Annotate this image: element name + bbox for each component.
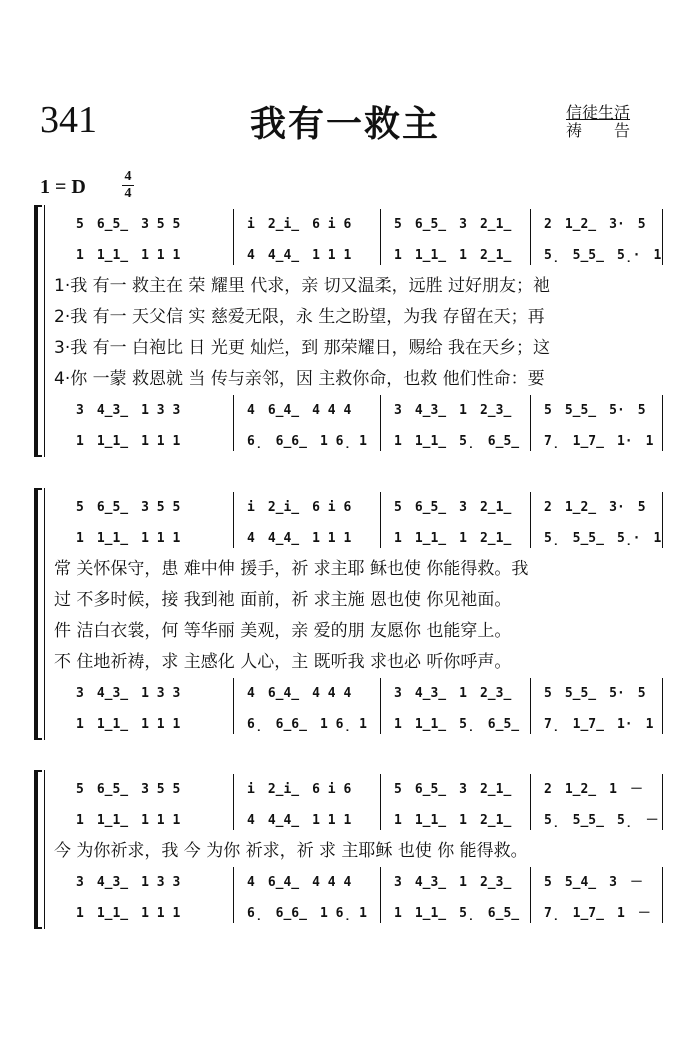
barline — [530, 774, 531, 830]
measure-notes: 5̣ 5̲5̲ 5̣· 1 — [544, 531, 662, 546]
measure-notes: 1 1̲1̲ 5̣ 6̲5̲ — [394, 906, 520, 921]
measure-notes: 5̣ 5̲5̲ 5̣· 1 — [544, 248, 662, 263]
measure-notes: 7̣ 1̲7̲ 1· 1 — [544, 434, 654, 449]
measure-notes: 1 1̲1̲ 1 1 1 — [76, 248, 181, 263]
measure-notes: 4 4̲4̲ 1 1 1 — [247, 531, 352, 546]
measure-notes: i 2̲i̲ 6 i 6 — [247, 217, 352, 232]
measure-notes: 1 1̲1̲ 1 2̲1̲ — [394, 531, 512, 546]
measure-notes: 5 5̲5̲ 5· 5 — [544, 686, 646, 701]
key-signature: 1 = D — [40, 176, 86, 198]
measure-notes: 4 6̲4̲ 4 4 4 — [247, 403, 352, 418]
measure-notes: 4 4̲4̲ 1 1 1 — [247, 813, 352, 828]
measure-notes: 1 1̲1̲ 1 1 1 — [76, 531, 181, 546]
measure-notes: 1 1̲1̲ 1 1 1 — [76, 906, 181, 921]
measure-notes: 6̣ 6̲6̲ 1 6̣ 1 — [247, 717, 367, 732]
measure-notes: i 2̲i̲ 6 i 6 — [247, 500, 352, 515]
barline — [233, 774, 234, 830]
measure-notes: 5 6̲5̲ 3 2̲1̲ — [394, 500, 512, 515]
measure-notes: 5 6̲5̲ 3 5 5 — [76, 500, 181, 515]
measure-notes: 1 1̲1̲ 1 1 1 — [76, 434, 181, 449]
barline — [530, 395, 531, 451]
barline — [233, 678, 234, 734]
measure-notes: 2 1̲2̲ 3· 5 — [544, 217, 646, 232]
barline — [380, 774, 381, 830]
barline — [233, 492, 234, 548]
time-signature — [122, 170, 134, 201]
measure-notes: 6̣ 6̲6̲ 1 6̣ 1 — [247, 906, 367, 921]
lyric-line: 1·我 有一 救主在 荣 耀里 代求，亲 切又温柔，远胜 过好朋友；祂 — [54, 276, 551, 296]
measure-notes: 5 5̲4̲ 3 － — [544, 875, 643, 890]
system-line — [44, 488, 45, 740]
measure-notes: 5 6̲5̲ 3 2̲1̲ — [394, 217, 512, 232]
barline — [662, 209, 663, 265]
measure-notes: 3 4̲3̲ 1 3 3 — [76, 875, 181, 890]
lyric-line: 过 不多时候，接 我到祂 面前，祈 求主施 恩也使 你见祂面。 — [54, 590, 512, 610]
time-signature-bottom: 4 — [124, 186, 132, 201]
measure-notes: 7̣ 1̲7̲ 1· 1 — [544, 717, 654, 732]
measure-notes: 1 1̲1̲ 1 2̲1̲ — [394, 813, 512, 828]
measure-notes: 6̣ 6̲6̲ 1 6̣ 1 — [247, 434, 367, 449]
category-line-2: 祷 告 — [566, 121, 631, 140]
barline — [233, 867, 234, 923]
barline — [662, 867, 663, 923]
barline — [530, 492, 531, 548]
barline — [662, 774, 663, 830]
measure-notes: 1 1̲1̲ 1 2̲1̲ — [394, 248, 512, 263]
hymn-category — [566, 104, 630, 140]
measure-notes: 2 1̲2̲ 3· 5 — [544, 500, 646, 515]
measure-notes: 1 1̲1̲ 1 1 1 — [76, 813, 181, 828]
measure-notes: 4 4̲4̲ 1 1 1 — [247, 248, 352, 263]
hymn-number: 341 — [40, 99, 97, 141]
hymn-title: 我有一救主 — [250, 104, 441, 145]
measure-notes: 1 1̲1̲ 5̣ 6̲5̲ — [394, 434, 520, 449]
lyric-line: 今 为你祈求，我 今 为你 祈求，祈 求 主耶稣 也使 你 能得救。 — [54, 841, 528, 861]
barline — [530, 678, 531, 734]
measure-notes: 4 6̲4̲ 4 4 4 — [247, 875, 352, 890]
barline — [380, 867, 381, 923]
barline — [380, 492, 381, 548]
lyric-line: 常 关怀保守，患 难中伸 援手，祈 求主耶 稣也使 你能得救。我 — [54, 559, 529, 579]
measure-notes: 5 6̲5̲ 3 5 5 — [76, 217, 181, 232]
time-signature-top: 4 — [124, 169, 132, 184]
measure-notes: 4 6̲4̲ 4 4 4 — [247, 686, 352, 701]
measure-notes: 3 4̲3̲ 1 3 3 — [76, 686, 181, 701]
barline — [662, 678, 663, 734]
barline — [530, 209, 531, 265]
barline — [662, 395, 663, 451]
lyric-line: 不 住地祈祷，求 主感化 人心，主 既听我 求也必 听你呼声。 — [54, 652, 512, 672]
measure-notes: 3 4̲3̲ 1 2̲3̲ — [394, 686, 512, 701]
measure-notes: 5̣ 5̲5̲ 5̣ － — [544, 813, 659, 828]
system-line — [44, 205, 45, 457]
measure-notes: 5 6̲5̲ 3 5 5 — [76, 782, 181, 797]
lyric-line: 件 洁白衣裳，何 等华丽 美观，亲 爱的朋 友愿你 也能穿上。 — [54, 621, 512, 641]
lyric-line: 4·你 一蒙 救恩就 当 传与亲邻，因 主救你命，也救 他们性命：要 — [54, 369, 545, 389]
barline — [233, 395, 234, 451]
system-line — [44, 770, 45, 929]
measure-notes: i 2̲i̲ 6 i 6 — [247, 782, 352, 797]
measure-notes: 3 4̲3̲ 1 3 3 — [76, 403, 181, 418]
lyric-line: 2·我 有一 天父信 实 慈爱无限，永 生之盼望，为我 存留在天；再 — [54, 307, 545, 327]
measure-notes: 1 1̲1̲ 5̣ 6̲5̲ — [394, 717, 520, 732]
barline — [233, 209, 234, 265]
barline — [662, 492, 663, 548]
barline — [380, 395, 381, 451]
barline — [380, 678, 381, 734]
measure-notes: 5 6̲5̲ 3 2̲1̲ — [394, 782, 512, 797]
measure-notes: 7̣ 1̲7̲ 1 － — [544, 906, 651, 921]
category-line-1: 信徒生活 — [566, 103, 631, 122]
measure-notes: 3 4̲3̲ 1 2̲3̲ — [394, 403, 512, 418]
measure-notes: 3 4̲3̲ 1 2̲3̲ — [394, 875, 512, 890]
measure-notes: 5 5̲5̲ 5· 5 — [544, 403, 646, 418]
barline — [530, 867, 531, 923]
lyric-line: 3·我 有一 白袍比 日 光更 灿烂，到 那荣耀日，赐给 我在天乡；这 — [54, 338, 551, 358]
barline — [380, 209, 381, 265]
measure-notes: 2 1̲2̲ 1 － — [544, 782, 643, 797]
measure-notes: 1 1̲1̲ 1 1 1 — [76, 717, 181, 732]
